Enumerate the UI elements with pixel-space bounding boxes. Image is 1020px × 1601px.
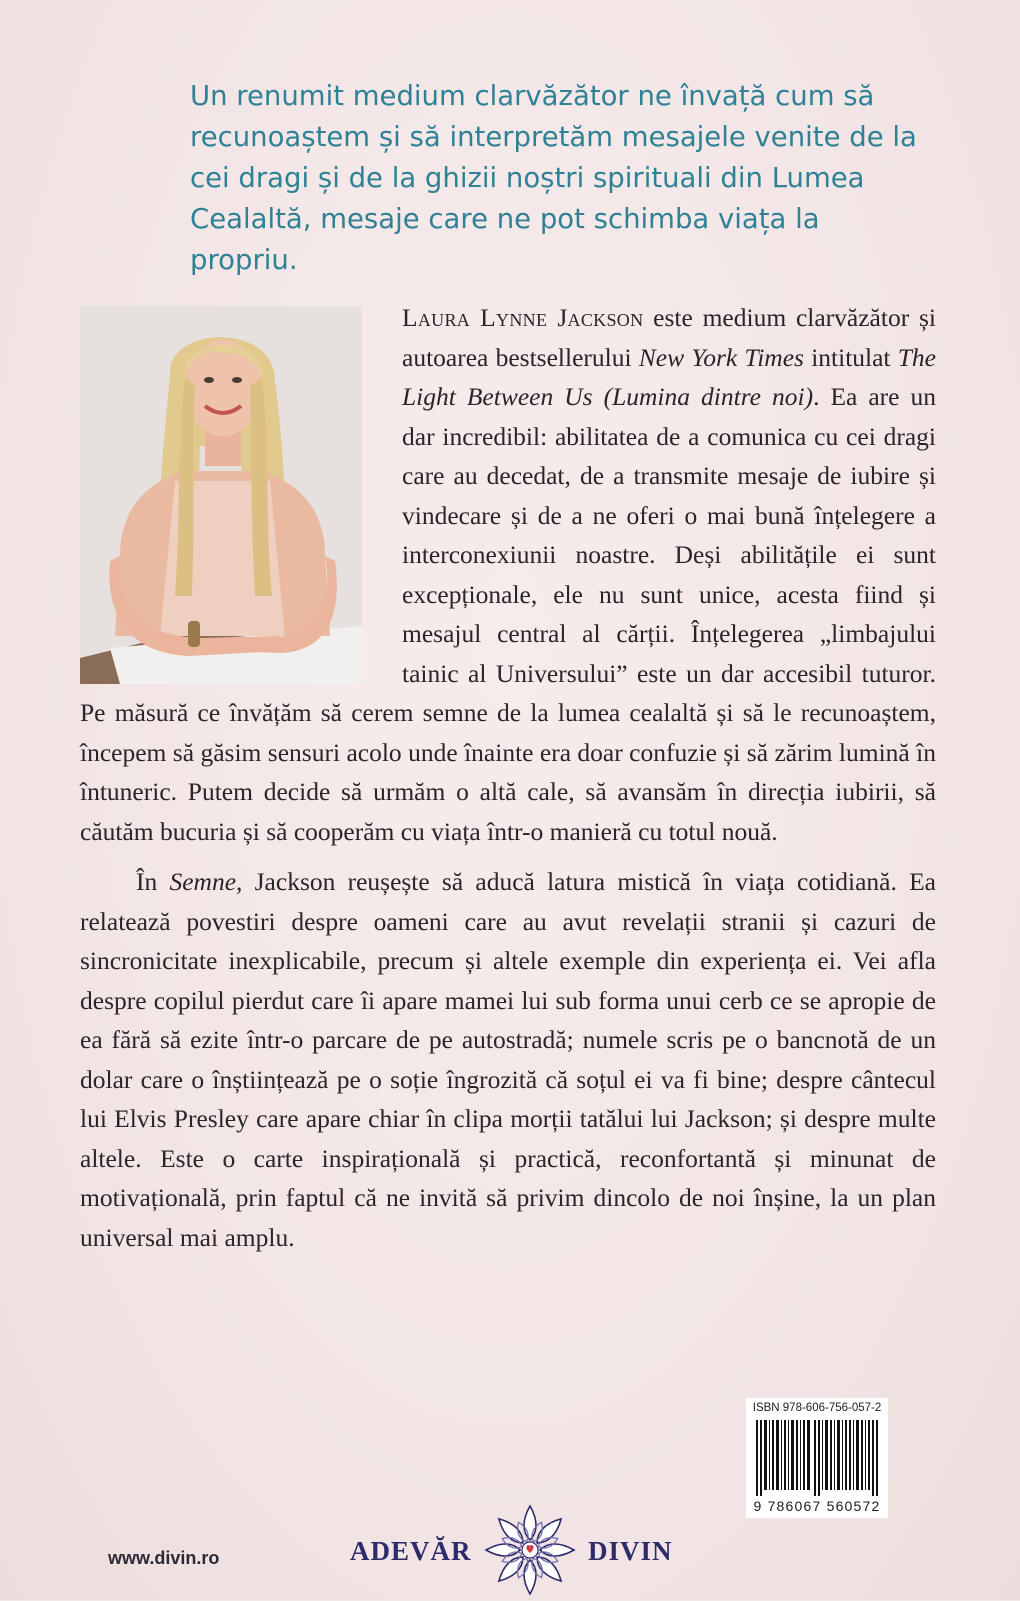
- tagline: Un renumit medium clarvăzător ne învață cum să recunoaștem și să interpretăm mesajele venite de la cei dragi și de la ghizii noștri spirituali din Lumea Cealaltă, mesaje care ne pot schimba viața la propriu.: [190, 80, 917, 276]
- barcode: [746, 1398, 888, 1518]
- publisher-name-right: DIVIN: [588, 1536, 673, 1566]
- publisher-name-left: ADEVĂR: [350, 1536, 472, 1566]
- description-body: [80, 298, 936, 1257]
- website-link: www.divin.ro: [108, 1548, 220, 1568]
- barcode-digits: 9 786067 560572: [753, 1498, 881, 1514]
- paragraph-book: În Semne, Jackson reușește să aducă latura mistică în viața cotidiană. Ea relatează povestiri despre oameni care au avut revelații stranii și cazuri de sincronicitate inexplicabile, precum și altele exemple din experiența ei. Vei afla despre copilul pierdut care îi apare mamei lui sub forma unui cerb ce se apropie de ea fără să ezite într-o parcare de pe autostradă; numele scris pe o bancnotă de un dolar care o înștiințează pe o soție îngrozită că soțul ei va fi bine; despre cântecul lui Elvis Presley care apare chiar în clipa morții tatălui lui Jackson; și despre multe altele. Este o carte inspirațională și practică, reconfortantă și minunat de motivațională, prin faptul că ne invită să privim dincolo de noi înșine, la un plan universal mai amplu.: [80, 867, 936, 1252]
- newspaper-name: New York Times: [638, 342, 804, 372]
- isbn-label: ISBN 978-606-756-057-2: [752, 1402, 882, 1414]
- previous-book-title: The Light Between Us (Lumina dintre noi): [402, 342, 936, 411]
- barcode-bars: [754, 1420, 880, 1496]
- author-name: Laura Lynne Jackson: [402, 303, 644, 332]
- lotus-star-logo-icon: [484, 1504, 576, 1596]
- paragraph-author: Laura Lynne Jackson este medium clarvăzător și autoarea bestsellerului New York Times intitulat The Light Between Us (Lumina dintre noi). Ea are un dar incredibil: abilitatea de a comunica cu cei dragi care au decedat, de a transmite mesaje de iubire și vindecare și de a ne oferi o mai bună înțelegere a interconexiunii noastre. Deși abilitățile ei sunt excepționale, ele nu sunt unice, acesta fiind și mesajul central al cărții. Înțelegerea „limbajului tainic al Universului” este un dar accesibil tuturor. Pe măsură ce învățăm să cerem semne de la lumea cealaltă și să le recunoaștem, începem să găsim sensuri acolo unde înainte era doar confuzie și să zărim lumină în întuneric. Putem decide să urmăm o altă cale, să avansăm în direcția iubirii, să căutăm bucuria și să cooperăm cu viața într-o manieră cu totul nouă.: [80, 303, 936, 846]
- book-title: Semne: [169, 867, 237, 896]
